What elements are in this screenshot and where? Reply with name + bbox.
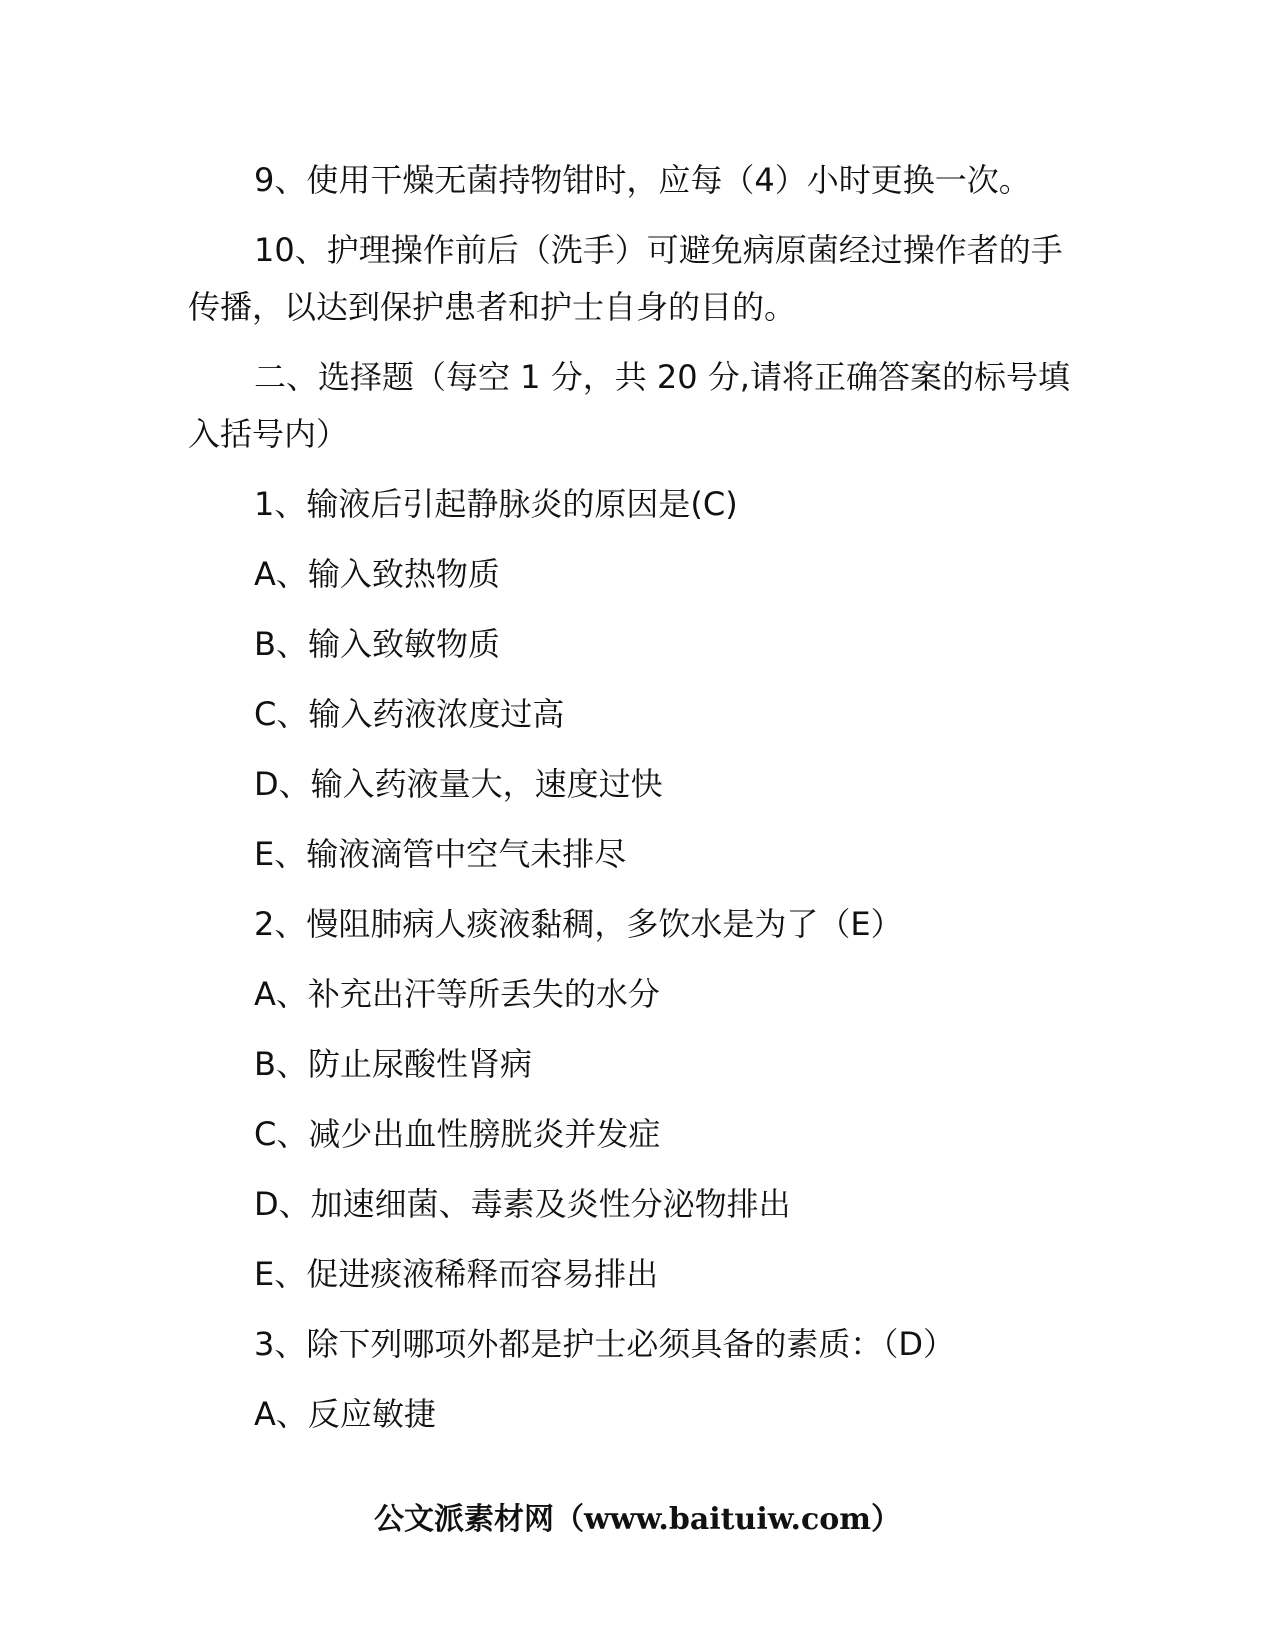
page-footer: 公文派素材网（www.baituiw.com） bbox=[373, 1502, 902, 1537]
question-1: 1、输液后引起静脉炎的原因是(C) bbox=[254, 485, 738, 523]
option-2b: B、防止尿酸性肾病 bbox=[254, 1045, 532, 1083]
option-3a: A、反应敏捷 bbox=[254, 1395, 436, 1433]
section-heading-choice: 二、选择题（每空 1 分，共 20 分,请将正确答案的标号填入括号内） bbox=[188, 358, 1070, 453]
question-2: 2、慢阻肺病人痰液黏稠，多饮水是为了（E） bbox=[254, 905, 903, 943]
paragraph-q10: 10、护理操作前后（洗手）可避免病原菌经过操作者的手传播，以达到保护患者和护士自身的目的。 bbox=[188, 231, 1063, 326]
option-1c: C、输入药液浓度过高 bbox=[254, 695, 565, 733]
option-1e: E、输液滴管中空气未排尽 bbox=[254, 835, 627, 873]
paragraph-q9: 9、使用干燥无菌持物钳时，应每（4）小时更换一次。 bbox=[254, 161, 1031, 199]
option-2a: A、补充出汗等所丢失的水分 bbox=[254, 975, 660, 1013]
document-body bbox=[188, 152, 1088, 1456]
option-2e: E、促进痰液稀释而容易排出 bbox=[254, 1255, 659, 1293]
option-1b: B、输入致敏物质 bbox=[254, 625, 500, 663]
option-1a: A、输入致热物质 bbox=[254, 555, 500, 593]
question-3: 3、除下列哪项外都是护士必须具备的素质：（D） bbox=[254, 1325, 956, 1363]
option-2d: D、加速细菌、毒素及炎性分泌物排出 bbox=[254, 1185, 791, 1223]
option-1d: D、输入药液量大，速度过快 bbox=[254, 765, 663, 803]
option-2c: C、减少出血性膀胱炎并发症 bbox=[254, 1115, 661, 1153]
